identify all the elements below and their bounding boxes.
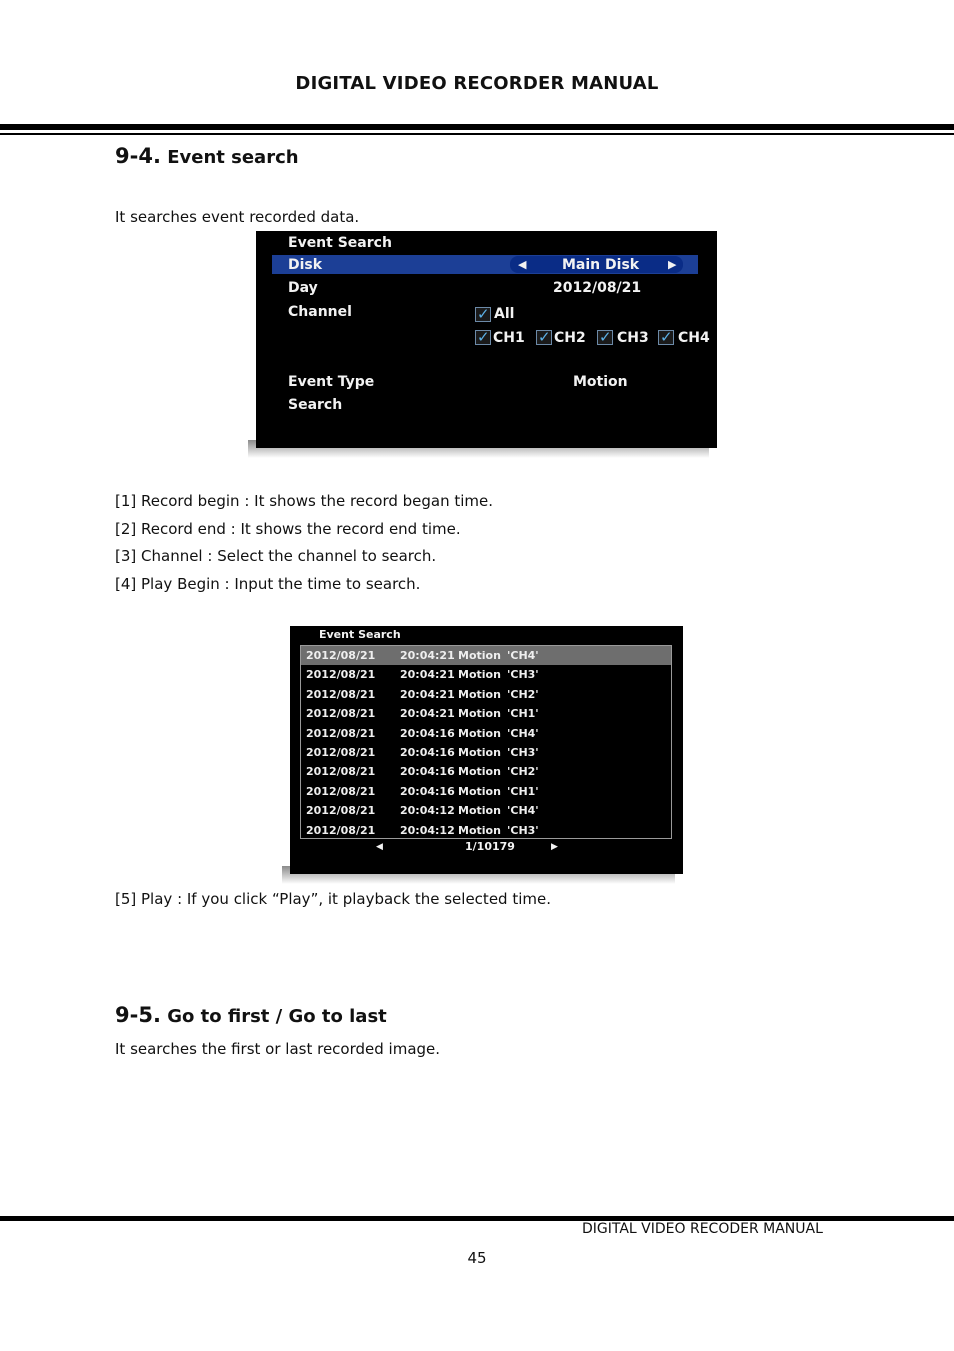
row-date: 2012/08/21 [306,668,376,682]
ch2-label: CH2 [554,330,586,346]
description-item: [1] Record begin : It shows the record began time. [115,492,494,510]
row-channel: 'CH1' [507,707,539,721]
row-channel: 'CH2' [507,765,539,779]
menu-title: Event Search [288,235,392,251]
row-time: 20:04:16 [400,784,455,798]
section-9-5-heading [115,1003,387,1027]
search-button[interactable]: Search [288,397,343,413]
event-list-title: Event Search [319,628,401,641]
disk-label: Disk [288,257,323,273]
row-channel: 'CH3' [507,746,539,759]
page-prev-arrow-icon[interactable]: ◀ [376,842,383,852]
row-date: 2012/08/21 [306,649,376,662]
event-type-label: Event Type [288,374,375,390]
header-rule-thin [0,133,954,135]
description-item: [3] Channel : Select the channel to search. [115,547,437,565]
check-icon: ✓ [477,328,490,346]
row-type: Motion [458,649,501,662]
row-date: 2012/08/21 [306,707,376,721]
row-channel: 'CH1' [507,784,539,798]
row-date: 2012/08/21 [306,765,376,779]
row-type: Motion [458,765,501,779]
check-icon: ✓ [538,328,551,346]
row-time: 20:04:16 [400,746,455,759]
row-channel: 'CH3' [507,668,539,682]
table-row[interactable] [301,704,671,723]
ch4-checkbox[interactable] [658,330,674,345]
row-type: Motion [458,823,501,837]
check-icon: ✓ [599,328,612,346]
row-type: Motion [458,804,501,818]
event-type-value[interactable]: Motion [573,374,628,390]
description-item: [4] Play Begin : Input the time to search. [115,575,421,593]
row-type: Motion [458,726,501,740]
description-item: [2] Record end : It shows the record end time. [115,520,461,538]
check-icon: ✓ [477,305,490,323]
row-date: 2012/08/21 [306,687,376,701]
row-time: 20:04:21 [400,668,455,682]
row-time: 20:04:21 [400,707,455,721]
check-icon: ✓ [660,328,673,346]
table-row[interactable] [301,782,671,801]
event-list [300,645,672,839]
event-list-panel [290,626,683,874]
table-row[interactable] [301,762,671,781]
day-label: Day [288,280,318,296]
row-type: Motion [458,687,501,701]
day-value[interactable]: 2012/08/21 [553,280,642,296]
row-date: 2012/08/21 [306,746,376,759]
table-row[interactable] [301,801,671,820]
section-number: 9-4. [115,144,161,168]
row-channel: 'CH4' [507,804,539,818]
section-title: Event search [167,147,299,168]
row-date: 2012/08/21 [306,784,376,798]
header-rule-thick [0,124,954,130]
table-row[interactable] [301,724,671,743]
page-header-title: DIGITAL VIDEO RECORDER MANUAL [295,73,659,94]
ch3-label: CH3 [617,330,649,346]
row-time: 20:04:16 [400,765,455,779]
row-channel: 'CH4' [507,649,539,662]
row-channel: 'CH2' [507,687,539,701]
event-search-menu [256,231,717,448]
ch4-label: CH4 [678,330,710,346]
ch1-checkbox[interactable] [475,330,491,345]
table-row-selected[interactable] [301,646,671,665]
ch2-checkbox[interactable] [536,330,552,345]
table-row[interactable] [301,685,671,704]
row-time: 20:04:21 [400,687,455,701]
row-time: 20:04:16 [400,726,455,740]
row-date: 2012/08/21 [306,804,376,818]
row-type: Motion [458,746,501,759]
table-row[interactable] [301,821,671,840]
section-9-5-intro: It searches the first or last recorded image. [115,1040,441,1058]
section-title: Go to first / Go to last [167,1006,387,1027]
section-9-4-intro: It searches event recorded data. [115,208,360,226]
page-next-arrow-icon[interactable]: ▶ [551,842,558,852]
table-row[interactable] [301,665,671,684]
channel-label: Channel [288,304,352,320]
footer-title: DIGITAL VIDEO RECODER MANUAL [582,1221,823,1237]
row-time: 20:04:12 [400,823,455,837]
section-9-4-heading [115,144,299,168]
table-row[interactable] [301,743,671,762]
all-label: All [494,306,515,322]
ch3-checkbox[interactable] [597,330,613,345]
play-note: [5] Play : If you click “Play”, it playback the selected time. [115,890,551,908]
row-date: 2012/08/21 [306,823,376,837]
row-date: 2012/08/21 [306,726,376,740]
page-indicator: 1/10179 [465,840,515,853]
all-checkbox[interactable] [475,307,491,322]
row-type: Motion [458,668,501,682]
row-time: 20:04:12 [400,804,455,818]
row-channel: 'CH4' [507,726,539,740]
page-number: 45 [467,1249,487,1267]
disk-next-arrow-icon[interactable]: ▶ [668,258,677,271]
row-type: Motion [458,784,501,798]
section-number: 9-5. [115,1003,161,1027]
row-channel: 'CH3' [507,823,539,837]
ch1-label: CH1 [493,330,525,346]
disk-prev-arrow-icon[interactable]: ◀ [518,258,527,271]
disk-value: Main Disk [562,257,640,273]
row-type: Motion [458,707,501,721]
row-time: 20:04:21 [400,649,455,662]
